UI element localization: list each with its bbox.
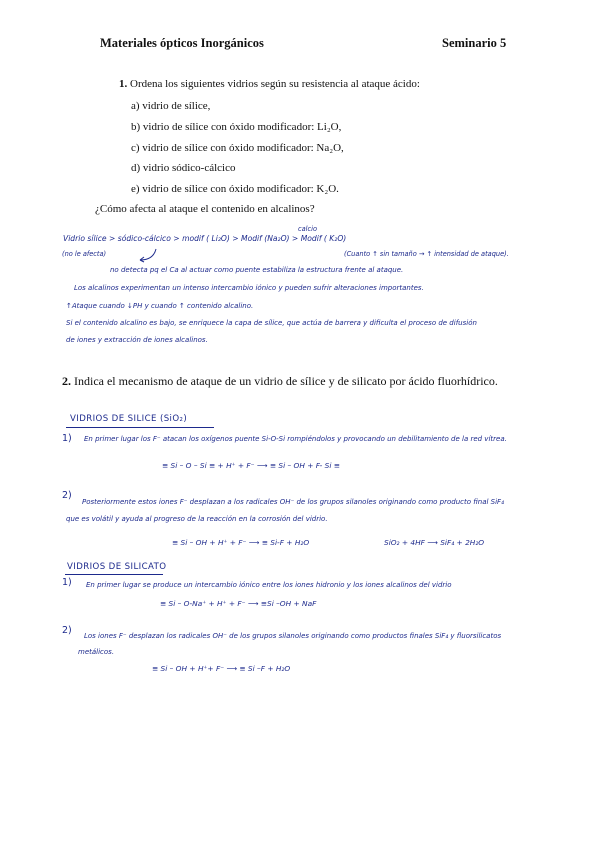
question-2-prompt: Indica el mecanismo de ataque de un vidrio de sílice y de silicato por ácido fluorhídrico. xyxy=(74,374,498,388)
course-title: Materiales ópticos Inorgánicos xyxy=(100,36,264,50)
equation-2b: SiO₂ + 4HF ⟶ SiF₄ + 2H₂O xyxy=(384,538,485,547)
seminar-number: Seminario 5 xyxy=(442,36,507,50)
option-c: c) vidrio de sílice con óxido modificador: Na₂O, xyxy=(131,142,344,154)
answer-1-ranking: Vidrio sílice > sódico-cálcico > modif ( Li₂O) > Modif (Na₂O) > Modif ( K₂O) xyxy=(63,234,347,243)
equation-4: ≡ Si – OH + H⁺+ F⁻ ⟶ ≡ Si –F + H₂O xyxy=(152,664,291,673)
step-4-number: 2) xyxy=(62,625,72,636)
equation-1: ≡ Si – O – Si ≡ + H⁺ + F⁻ ⟶ ≡ Si – OH + F- Si ≡ xyxy=(162,461,340,470)
question-1-followup: ¿Cómo afecta al ataque el contenido en alcalinos? xyxy=(95,203,315,215)
question-2-number: 2. xyxy=(62,374,71,388)
step-1-text: En primer lugar los F⁻ atacan los oxígenos puente Si-O-Si rompiéndolos y provocando un debilitamiento de la red vítrea. xyxy=(84,435,507,443)
question-2 xyxy=(62,374,498,389)
question-1 xyxy=(119,78,420,90)
silicato-heading: VIDRIOS DE SILICATO xyxy=(67,562,167,572)
answer-1-note-right: (Cuanto ↑ sin tamaño → ↑ intensidad de ataque). xyxy=(344,250,509,258)
question-1-number: 1. xyxy=(119,78,128,90)
answer-1-line-2: Los alcalinos experimentan un intenso intercambio iónico y pueden sufrir alteraciones importantes. xyxy=(74,284,424,292)
option-e: e) vidrio de sílice con óxido modificador: K₂O. xyxy=(131,183,339,195)
step-3-text: En primer lugar se produce un intercambio iónico entre los iones hidronio y los iones alcalinos del vidrio xyxy=(86,581,452,589)
answer-1-note-left: (no le afecta) xyxy=(62,250,107,258)
option-d: d) vidrio sódico-cálcico xyxy=(131,162,236,174)
equation-3: ≡ Si – O-Na⁺ + H⁺ + F⁻ ⟶ ≡Si –OH + NaF xyxy=(160,599,317,608)
answer-1-line-4: Si el contenido alcalino es bajo, se enriquece la capa de sílice, que actúa de barrera y dificulta el proceso de difusión xyxy=(66,319,477,327)
answer-1-line-3: ↑Ataque cuando ↓PH y cuando ↑ contenido alcalino. xyxy=(66,302,254,310)
equation-2: ≡ Si – OH + H⁺ + F⁻ ⟶ ≡ Si-F + H₂O xyxy=(172,538,310,547)
step-2-text: Posteriormente estos iones F⁻ desplazan a los radicales OH⁻ de los grupos silanoles originando como producto final SiF₄ xyxy=(82,498,504,506)
step-2-continuation: que es volátil y ayuda al progreso de la reacción en la corrosión del vidrio. xyxy=(66,515,328,523)
silice-heading-underline xyxy=(66,427,214,428)
curved-arrow-icon xyxy=(138,248,158,262)
step-4-continuation: metálicos. xyxy=(78,648,115,656)
step-2-number: 2) xyxy=(62,490,72,501)
step-4-text: Los iones F⁻ desplazan los radicales OH⁻ de los grupos silanoles originando como productos finales SiF₄ y fluorsilicatos xyxy=(84,632,502,640)
option-b: b) vidrio de sílice con óxido modificador: Li₂O, xyxy=(131,121,342,133)
answer-1-line-5: de iones y extracción de iones alcalinos. xyxy=(66,336,208,344)
option-a: a) vidrio de sílice, xyxy=(131,100,211,112)
answer-1-note-calcio: calcio xyxy=(298,225,317,233)
silice-heading: VIDRIOS DE SILICE (SiO₂) xyxy=(70,414,188,424)
answer-1-line-1: no detecta pq el Ca al actuar como puente estabiliza la estructura frente al ataque. xyxy=(110,266,404,274)
step-1-number: 1) xyxy=(62,433,72,444)
question-1-prompt: Ordena los siguientes vidrios según su resistencia al ataque ácido: xyxy=(130,78,420,90)
silicato-heading-underline xyxy=(65,574,163,575)
step-3-number: 1) xyxy=(62,577,72,588)
